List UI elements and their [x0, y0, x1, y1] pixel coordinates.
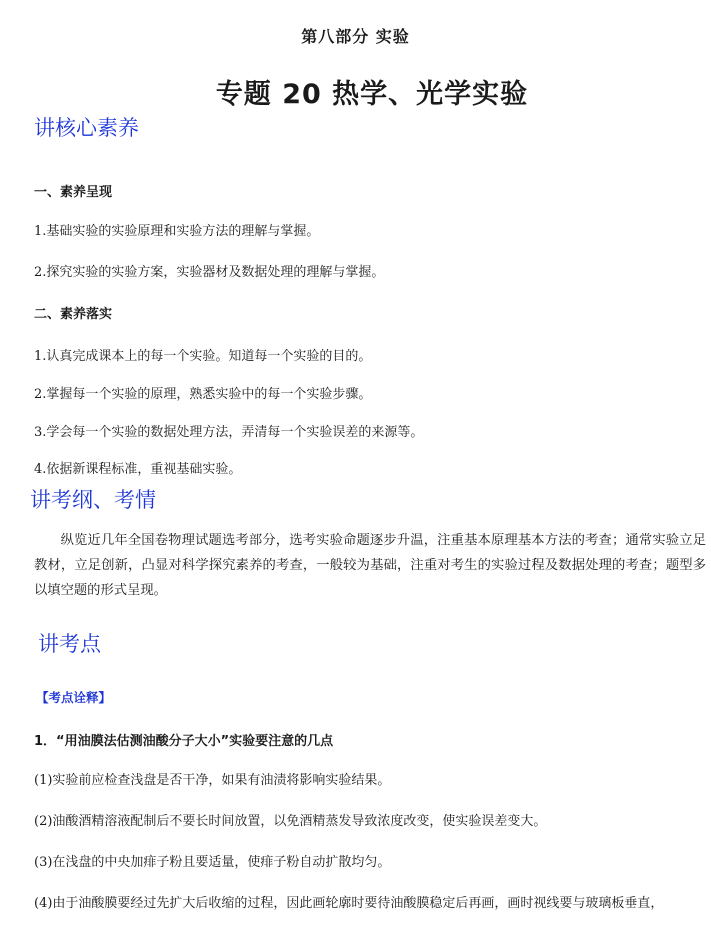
section-heading-core-literacy: 讲核心素养 [34, 116, 139, 140]
section-heading-exam-outline: 讲考纲、考情 [30, 488, 156, 512]
list-item: (1)实验前应检查浅盘是否干净，如果有油渍将影响实验结果。 [34, 773, 391, 788]
list-item: (2)油酸酒精溶液配制后不要长时间放置，以免酒精蒸发导致浓度改变，使实验误差变大。 [34, 814, 547, 829]
section-heading-exam-points: 讲考点 [38, 632, 101, 656]
topic-title: 专题 20 热学、光学实验 [215, 79, 529, 110]
list-item: (4)由于油酸膜要经过先扩大后收缩的过程，因此画轮廓时要待油酸膜稳定后再画，画时视线要与玻璃板垂直， [34, 896, 664, 911]
exam-point-explanation-label: 【考点诠释】 [36, 690, 112, 705]
list-item: 2.探究实验的实验方案，实验器材及数据处理的理解与掌握。 [34, 265, 385, 280]
list-item: (3)在浅盘的中央加痱子粉且要适量，使痱子粉自动扩散均匀。 [34, 855, 391, 870]
sub-heading-literacy-implementation: 二、素养落实 [34, 307, 113, 322]
list-item: 2.掌握每一个实验的原理，熟悉实验中的每一个实验步骤。 [34, 387, 372, 402]
part-title: 第八部分 实验 [301, 27, 410, 46]
list-item: 1.基础实验的实验原理和实验方法的理解与掌握。 [34, 224, 320, 239]
sub-heading-literacy-presentation: 一、素养呈现 [34, 185, 113, 200]
exam-outline-paragraph: 纵览近几年全国卷物理试题选考部分，选考实验命题逐步升温，注重基本原理基本方法的考查；通常实验立足教材，立足创新，凸显对科学探究素养的考查，一般较为基础，注重对考生的实验过程及数据处理的考查；题型多以填空题的形式呈现。 [34, 533, 706, 598]
page-bottom-fade [0, 912, 711, 952]
list-item: 3.学会每一个实验的数据处理方法，弄清每一个实验误差的来源等。 [34, 425, 424, 440]
list-item: 1.认真完成课本上的每一个实验。知道每一个实验的目的。 [34, 349, 372, 364]
list-item: 4.依据新课程标准，重视基础实验。 [34, 462, 242, 477]
exam-point-title: 1．“用油膜法估测油酸分子大小”实验要注意的几点 [34, 734, 334, 749]
